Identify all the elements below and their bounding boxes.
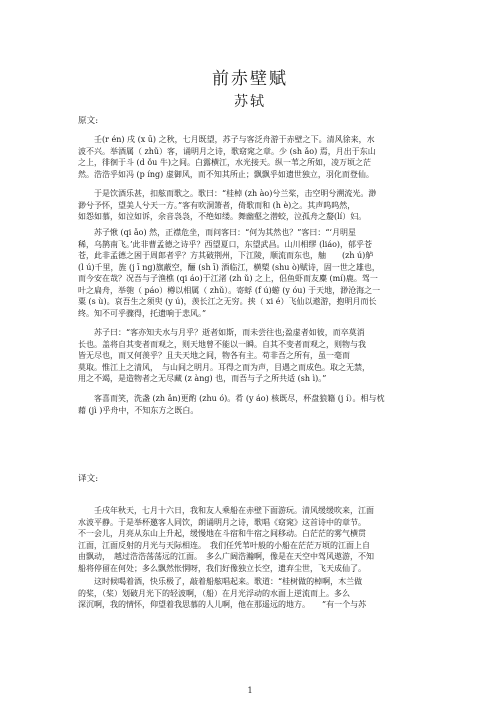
- original-paragraph-3: [78, 227, 423, 319]
- text-line: 粟 (s ù)。哀吾生之须臾 (y ú)，羡长江之无穷。挟（ xi é）飞仙以遨游，抱明月而长: [78, 297, 377, 306]
- text-line: 如怨如慕，如泣如诉，余音袅袅，不绝如缕。舞幽壑之潜蛟，泣孤舟之嫠(lí）妇。: [78, 212, 367, 221]
- text-line: 渺兮予怀，望美人兮天一方。”客有吹洞箫者，倚歌而和 (h è)之。其声呜呜然，: [78, 200, 356, 210]
- text-line: 壬戌年秋天，七月十六日，我和友人乘船在赤壁下面游玩。清风缓缓吹来，江面: [78, 506, 374, 515]
- text-line: 水波平静。于是举杯邀客人同饮，朗诵明月之诗，歌唱《窈窕》这首诗中的章节。: [78, 517, 366, 527]
- text-line: 用之不竭，是造物者之无尽藏 (z àng) 也，而吾与子之所共适 (sh ì)。”: [78, 374, 327, 383]
- text-line: 叶之扁舟，举匏（ páo）樽以相属（ zhǔ）。寄蜉 (f ú)蝣 (y óu) 于天地，渺沧海之一: [78, 285, 381, 295]
- text-line: (l ú)千里，旌 (j ī ng)旗蔽空，酾 (sh ī) 酒临江，横槊 (shu ò)赋诗，固一世之雄也，: [78, 262, 380, 272]
- text-line: 江面，江面反射的月光与天际相连。 我们任凭苇叶般的小船在茫茫万顷的江面上自: [78, 540, 370, 550]
- text-line: 苏子愀 (qi ǎo) 然，正襟危坐，而问客曰：“何为其然也？”客曰：“‘月明星: [78, 228, 356, 237]
- text-line: 深沉啊，我的情怀，仰望着我思慕的人儿啊，他在那遥远的地方。 ”有一个与苏: [78, 600, 367, 609]
- original-paragraph-4: [78, 327, 423, 385]
- text-line: 客喜而笑，洗盏 (zh ǎn)更酌 (zhu ó)。肴 (y áo) 核既尽，杯盘狼籍 (j í）。相与枕: [78, 394, 385, 403]
- original-label: 原文:: [78, 116, 99, 126]
- text-line: 不一会儿，月亮从东山上升起，缓慢地在斗宿和牛宿之间移动。白茫茫的雾气横贯: [78, 529, 366, 538]
- document-title: 前赤壁赋: [212, 69, 288, 89]
- original-paragraph-1: [78, 134, 423, 180]
- text-line: 船将停留在何处；多么飘然怅惘呀，我们好像独立长空，遗弃尘世，飞天成仙了。: [78, 563, 366, 573]
- text-line: 壬(r én) 戌 (x ū) 之秋，七月既望，苏子与客泛舟游于赤壁之下。清风徐来，水: [78, 135, 375, 144]
- text-line: 莫取。惟江上之清风， 与山间之明月。耳得之而为声，目遇之而成色。取之无禁，: [78, 362, 370, 372]
- text-line: 然。浩浩乎如冯 (p íng) 虚御风，而不知其所止；飘飘乎如遗世独立，羽化而登仙。: [78, 169, 374, 179]
- document-author: 苏轼: [234, 94, 266, 110]
- text-line: 苍，此非孟德之困于周郎者乎？方其破荆州，下江陵，顺流而东也，舳 (zh ú)舻: [78, 251, 374, 260]
- text-line: 长也。盖将自其变者而观之，则天地曾不能以一瞬。自其不变者而观之，则物与我: [78, 339, 366, 349]
- text-line: 于是饮酒乐甚，扣舷而歌之。歌曰：“桂棹 (zh ào)兮兰桨，击空明兮溯流光。渺: [78, 189, 377, 198]
- text-line: 藉 (jì )乎舟中，不知东方之既白。: [78, 405, 199, 415]
- original-paragraph-2: [78, 188, 423, 223]
- text-line: 终。知不可乎骤得，托遗响于悲风。”: [78, 308, 207, 318]
- text-line: 由飘动， 越过浩浩荡荡远的江面。 多么广阔浩瀚啊，像是在天空中驾风遨游，不知: [78, 552, 374, 561]
- translation-paragraph-2: [78, 576, 423, 611]
- translation-label: 译文:: [78, 474, 99, 484]
- text-line: 苏子曰：“客亦知夫水与月乎？逝者如斯，而未尝往也;盈虚者如彼，而卒莫消: [78, 328, 365, 337]
- translation-paragraph-1: [78, 505, 423, 574]
- text-line: 的桨，（桨）划破月光下的轻波啊，（船）在月光浮动的水面上逆流而上。多么: [78, 588, 350, 598]
- original-paragraph-5: [78, 393, 423, 416]
- text-line: 皆无尽也，而又何羡乎？且夫天地之间，物各有主。苟非吾之所有，虽一毫而: [78, 351, 350, 360]
- text-line: 而今安在哉？况吾与子渔樵 (qi áo)于江渚 (zh ǔ) 之上，侣鱼虾而友麋 (mí)鹿。驾一: [78, 274, 378, 283]
- text-line: 稀，乌鹊南飞。’此非曹孟德之诗乎？西望夏口，东望武昌。山川相缪 (liáo)，郁乎苍: [78, 239, 373, 249]
- text-line: 波不兴。举酒属（ zhǔ）客，诵明月之诗，歌窈窕之章。少 (sh ǎo) 焉，月出于东山: [78, 146, 376, 156]
- text-line: 之上，徘徊于斗 (d ǒu 牛)之间。白露横江，水光接天。纵一苇之所如，凌万顷之茫: [78, 158, 371, 167]
- text-line: 这时候喝着酒，快乐极了，敲着船舷唱起来。歌道：“桂树做的棹啊，木兰做: [78, 577, 363, 586]
- page-number: 1: [247, 686, 253, 695]
